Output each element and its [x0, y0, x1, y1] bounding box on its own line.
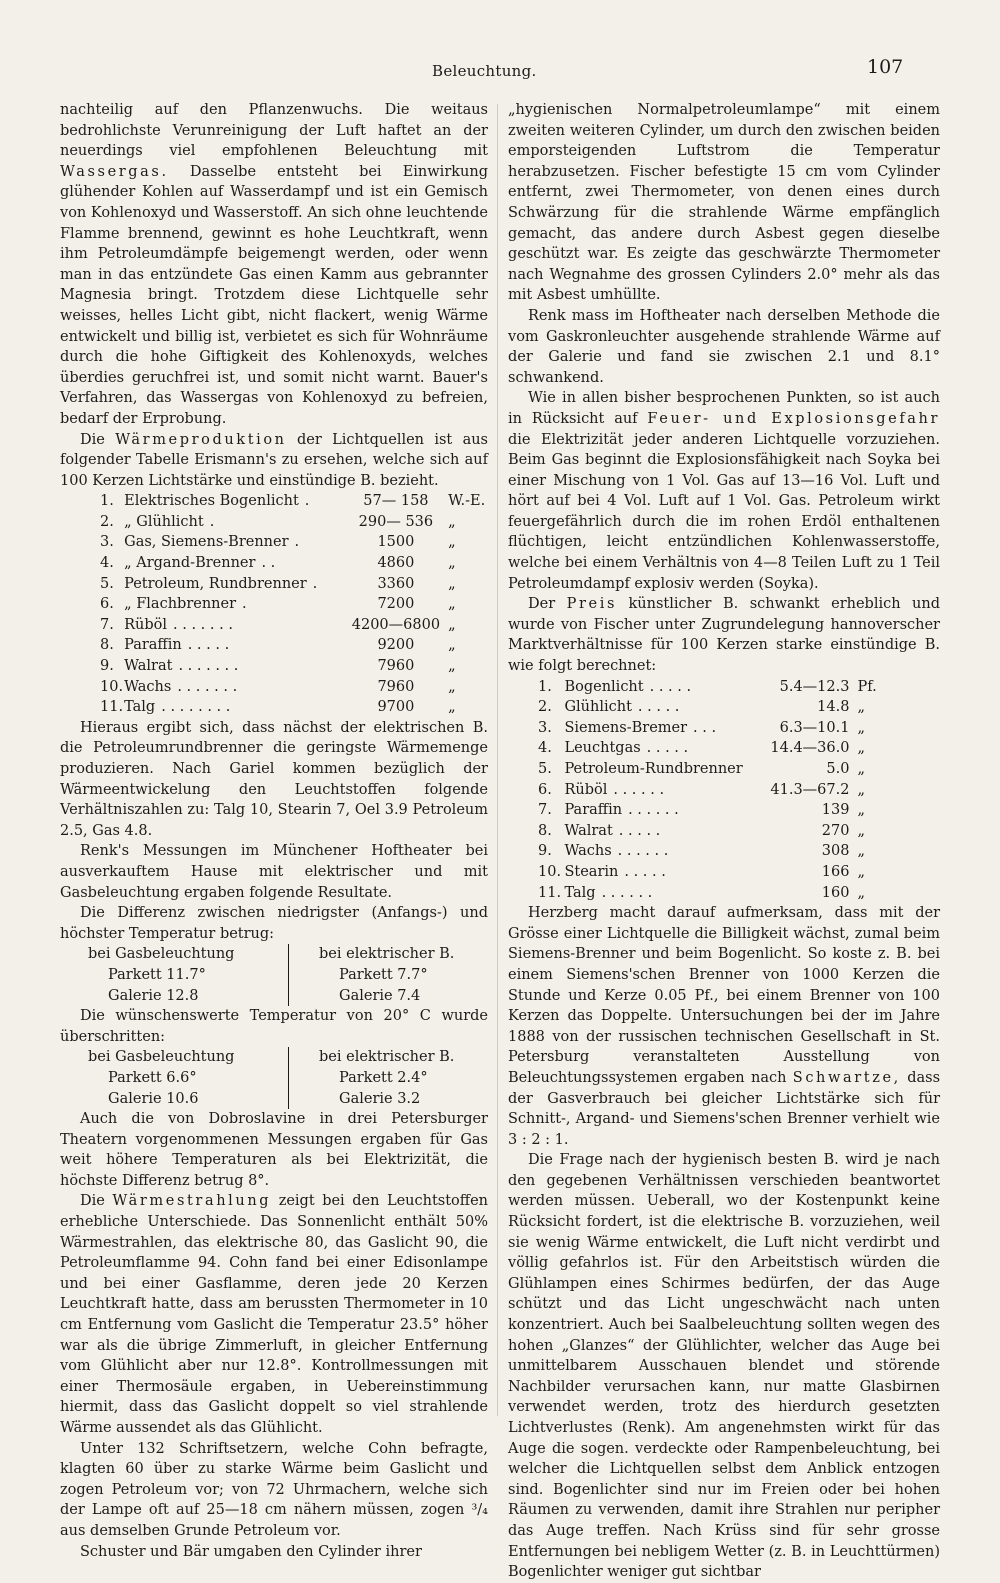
paragraph — [508, 388, 940, 594]
row-value: 41.3—67.2 — [770, 781, 850, 798]
price-table-row — [538, 738, 888, 759]
heat-table-row — [100, 512, 490, 533]
price-table-row — [538, 718, 888, 739]
row-unit: „ — [448, 678, 456, 695]
row-value: 7960 — [377, 678, 415, 695]
row-name: Petroleum, Rundbrenner — [124, 575, 307, 592]
row-label — [564, 718, 757, 739]
leader-dots: . . . . . — [649, 678, 692, 695]
heat-table-row — [100, 615, 490, 636]
price-table-row — [538, 841, 888, 862]
heat-table-row — [100, 594, 490, 615]
row-number: 7. — [100, 616, 114, 633]
row-label — [564, 677, 757, 698]
row-name: Glühlicht — [564, 699, 632, 716]
row-name: Stearin — [564, 863, 619, 880]
spaced-term: Feuer- und Explosionsgefahr — [647, 410, 941, 427]
column-divider — [497, 104, 498, 1416]
row-unit: „ — [857, 761, 865, 777]
row-label — [124, 491, 344, 512]
gas-galerie: Galerie 12.8 — [108, 987, 199, 1004]
heat-table-row — [100, 532, 490, 553]
paragraph: „hygienischen Normalpetroleumlampe“ mit einem zweiten weiteren Cylinder, um durch den zwischen beiden emporsteigenden Luftstrom die Temperatur herabzusetzen. Fischer befestigte 15 cm vom Cylinder entfernt, zwei Thermometer, von denen eines durch Schwärzung für die strahlende Wärme empfänglich gemacht, das andere durch Asbest gegen dieselbe geschützt war. Es zeigte das geschwärzte Thermometer nach Wegnahme des grossen Cylinders 2.0° mehr als das mit Asbest umhüllte. — [508, 102, 940, 304]
spaced-term: Wärmeproduktion — [115, 431, 287, 448]
leader-dots: . . . . . . . — [177, 678, 238, 695]
running-header — [0, 54, 1000, 84]
row-number: 3. — [100, 534, 114, 551]
row-value: 3360 — [377, 575, 415, 592]
heat-production-table — [100, 491, 490, 718]
temperature-comparison-1 — [88, 944, 488, 1006]
leader-dots: . — [294, 534, 300, 551]
row-unit: „ — [857, 781, 865, 798]
row-unit: „ — [448, 513, 456, 530]
row-value: 14.4—36.0 — [770, 740, 850, 757]
header-title: Beleuchtung. — [432, 62, 537, 80]
gas-parkett: Parkett 6.6° — [108, 1069, 197, 1086]
price-table-row — [538, 780, 888, 801]
row-value: 1500 — [377, 534, 415, 551]
row-unit: „ — [857, 843, 865, 860]
row-label — [124, 697, 344, 718]
price-table-row — [538, 862, 888, 883]
row-unit: „ — [857, 740, 865, 757]
paragraph: Renk mass im Hoftheater nach derselben Methode die vom Gaskronleuchter ausgehende strahlende Wärme auf der Galerie und fand sie zwischen 2.1 und 8.1° schwankend. — [508, 307, 940, 386]
row-label — [564, 697, 757, 718]
gas-column — [88, 944, 289, 1006]
row-unit: „ — [448, 637, 456, 654]
row-value: 290— 536 — [358, 513, 434, 530]
paragraph: Renk's Messungen im Münchener Hoftheater bei ausverkauftem Hause mit elektrischer und mit Gasbeleuchtung ergaben folgende Resultate. — [60, 843, 488, 901]
row-name: Bogenlicht — [564, 678, 644, 695]
row-number: 8. — [538, 822, 552, 839]
row-value: 308 — [821, 843, 850, 860]
row-label — [564, 883, 757, 904]
leader-dots: . — [209, 513, 215, 530]
row-name: Elektrisches Bogenlicht — [124, 493, 299, 510]
row-name: Walrat — [124, 658, 173, 675]
row-value: 166 — [821, 863, 850, 880]
leader-dots: . — [304, 493, 310, 510]
electric-column — [289, 1047, 454, 1109]
heat-table-row — [100, 697, 490, 718]
leader-dots: . . . . . — [618, 822, 661, 839]
leader-dots: . . . . . — [187, 637, 230, 654]
row-value: 7200 — [377, 596, 415, 613]
row-value: 270 — [821, 822, 850, 839]
row-label — [124, 574, 344, 595]
electric-heading: bei elektrischer B. — [319, 946, 455, 963]
row-number: 1. — [100, 493, 114, 510]
heat-table-row — [100, 656, 490, 677]
row-name: Paraffin — [564, 802, 623, 819]
heat-table-row — [100, 677, 490, 698]
text: künstlicher B. schwankt erheblich und wurde von Fischer unter Zugrundelegung hannoverscher Marktverhältnisse für 100 Kerzen starke einstündige B. wie folgt berechnet: — [508, 596, 941, 675]
row-unit: „ — [448, 658, 456, 675]
spaced-term: Preis — [566, 596, 617, 613]
leader-dots: . — [312, 575, 318, 592]
row-label — [564, 738, 757, 759]
row-number: 5. — [538, 761, 552, 777]
heat-table-row — [100, 553, 490, 574]
row-value: 9700 — [377, 699, 415, 716]
row-value: 160 — [821, 884, 850, 901]
row-value: 14.8 — [817, 699, 850, 716]
row-number: 11. — [100, 699, 124, 716]
row-label — [124, 553, 344, 574]
leader-dots: . . . . . . . — [173, 616, 233, 633]
electric-column — [289, 944, 454, 1006]
text: zeigt bei den Leuchtstoffen erhebliche Unterschiede. Das Sonnenlicht enthält 50% Wärmestrahlen, das elektrische 80, das Gaslicht 90, die Petroleumflamme 94. Cohn fand bei einer Edisonlampe und bei einer Gasflamme, deren jede 20 Kerzen Leuchtkraft hatte, dass am berussten Thermometer in 10 cm Entfernung vom Gaslicht die Temperatur 23.5° höher war als die übrige Zimmerluft, in gleicher Entfernung vom Glühlicht aber nur 12.8°. Kontrollmessungen mit einer Thermosäule ergaben, in Uebereinstimmung hiermit, dass das Gaslicht doppelt so viel strahlende Wärme aussendet als das Glühlicht. — [60, 1193, 489, 1436]
price-table-row — [538, 800, 888, 821]
row-name: „ Argand-Brenner — [124, 555, 256, 572]
price-table-row — [538, 759, 888, 780]
leader-dots: . . . . . . . . — [161, 699, 231, 716]
text: Der — [528, 596, 556, 613]
leader-dots: . . . . . — [646, 740, 689, 757]
row-value: 5.4—12.3 — [779, 678, 850, 695]
row-name: „ Glühlicht — [124, 513, 204, 530]
row-name: Walrat — [564, 822, 613, 839]
gas-column — [88, 1047, 289, 1109]
row-number: 9. — [538, 843, 552, 860]
row-number: 6. — [100, 596, 114, 613]
paragraph: Die wünschenswerte Temperatur von 20° C wurde überschritten: — [60, 1008, 488, 1045]
text: Die — [80, 1193, 105, 1210]
row-value: 139 — [821, 802, 850, 819]
row-number: 6. — [538, 781, 552, 798]
row-name: Gas, Siemens-Brenner — [124, 534, 289, 551]
row-number: 10. — [538, 863, 562, 880]
row-unit: Pf. — [857, 678, 877, 695]
spaced-term: Wärmestrahlung — [112, 1193, 272, 1210]
row-number: 5. — [100, 575, 114, 592]
row-label — [564, 780, 757, 801]
gas-heading: bei Gasbeleuchtung — [88, 1049, 235, 1066]
gas-galerie: Galerie 10.6 — [108, 1090, 199, 1107]
row-name: Rüböl — [564, 781, 608, 798]
paragraph — [508, 594, 940, 676]
paragraph — [60, 430, 488, 492]
row-number: 2. — [100, 513, 114, 530]
row-name: Talg — [124, 699, 156, 716]
gas-parkett: Parkett 11.7° — [108, 966, 206, 983]
row-value: 57— 158 — [363, 493, 429, 510]
row-label — [564, 821, 757, 842]
row-value: 4860 — [377, 555, 415, 572]
text: Wie in allen bisher besprochenen Punkten, so ist auch in Rücksicht auf — [508, 390, 940, 427]
row-unit: „ — [857, 699, 865, 716]
row-label — [124, 512, 344, 533]
row-label — [564, 841, 757, 862]
row-number: 11. — [538, 884, 562, 901]
electric-heading: bei elektrischer B. — [319, 1049, 455, 1066]
row-unit: „ — [448, 596, 456, 613]
row-unit: „ — [857, 719, 865, 736]
text: Die — [80, 431, 105, 448]
page-number: 107 — [867, 56, 904, 78]
row-number: 3. — [538, 719, 552, 736]
heat-table-row — [100, 635, 490, 656]
leader-dots: . . . . . — [624, 863, 666, 880]
row-label — [564, 800, 757, 821]
row-number: 7. — [538, 802, 552, 819]
row-value: 5.0 — [826, 761, 850, 777]
row-unit: „ — [857, 884, 865, 901]
leader-dots: . . . — [693, 719, 717, 736]
row-number: 9. — [100, 658, 114, 675]
row-name: Wachs — [564, 843, 612, 860]
electric-parkett: Parkett 2.4° — [339, 1069, 428, 1086]
row-name: Wachs — [124, 678, 172, 695]
row-name: Siemens-Bremer — [564, 719, 688, 736]
row-label — [124, 615, 344, 636]
row-label — [564, 759, 757, 780]
right-column — [508, 100, 940, 1583]
row-number: 8. — [100, 637, 114, 654]
row-number: 4. — [538, 740, 552, 757]
row-unit: „ — [448, 575, 456, 592]
leader-dots: . . . . . . — [613, 781, 665, 798]
leader-dots: . . . . . . — [617, 843, 669, 860]
leader-dots: . . . . . . . — [178, 658, 239, 675]
heat-table-row — [100, 574, 490, 595]
price-table-row — [538, 883, 888, 904]
leader-dots: . . . . . . — [628, 802, 679, 819]
paragraph — [508, 903, 940, 1150]
temperature-comparison-2 — [88, 1047, 488, 1109]
row-value: 4200—6800 — [351, 616, 441, 633]
row-name: Paraffin — [124, 637, 182, 654]
row-unit: „ — [448, 699, 456, 716]
row-unit: „ — [857, 863, 865, 880]
price-table-row — [538, 697, 888, 718]
row-label — [124, 677, 344, 698]
text: nachteilig auf den Pflanzenwuchs. Die weitaus bedrohlichste Verunreinigung der Luft haftet an der neuerdings viel empfohlenen Beleuchtung mit — [60, 102, 488, 160]
row-value: 6.3—10.1 — [779, 719, 850, 736]
text: die Elektrizität jeder anderen Lichtquelle vorzuziehen. Beim Gas beginnt die Explosionsfähigkeit nach Soyka bei einer Mischung von 1 Vol. Gas auf 13—16 Vol. Luft und hört auf bei 4 Vol. Luft auf 1 Vol. Gas. Petroleum wirkt feuergefährlich durch die im rohen Erdöl enthaltenen flüchtigen, leicht entzündlichen Kohlenwasserstoffe, welche bei einem Verhältnis von 4—8 Teilen Luft zu 1 Teil Petroleumdampf explosiv werden (Soyka). — [508, 431, 940, 592]
spaced-term: Wassergas. — [60, 163, 169, 180]
row-name: Rüböl — [124, 616, 168, 633]
row-value: 7960 — [377, 658, 415, 675]
paragraph: Auch die von Dobroslavine in drei Petersburger Theatern vorgenommenen Messungen ergaben für Gas weit höhere Temperaturen als bei Elektrizität, die höchste Differenz betrug 8°. — [60, 1111, 488, 1189]
price-table — [538, 677, 888, 904]
paragraph — [60, 1191, 488, 1438]
row-unit: „ — [857, 822, 865, 839]
paragraph: Schuster und Bär umgaben den Cylinder ihrer — [80, 1543, 422, 1560]
row-label — [124, 635, 344, 656]
paragraph: Die Differenz zwischen niedrigster (Anfangs-) und höchster Temperatur betrug: — [60, 905, 488, 942]
leader-dots: . . — [261, 555, 276, 572]
row-number: 1. — [538, 678, 552, 695]
text: der Lichtquellen ist aus folgender Tabelle Erismann's zu ersehen, welche sich auf 100 Kerzen Lichtstärke und einstündige B. bezieht. — [60, 431, 489, 489]
row-label — [124, 656, 344, 677]
row-number: 2. — [538, 699, 552, 716]
row-name: „ Flachbrenner — [124, 596, 237, 613]
price-table-row — [538, 677, 888, 698]
paragraph: Unter 132 Schriftsetzern, welche Cohn befragte, klagten 60 über zu starke Wärme beim Gaslicht und zogen Petroleum vor; von 72 Uhrmachern, welche sich der Lampe oft auf 25—18 cm nähern müssen, zogen ³/₄ aus demselben Grunde Petroleum vor. — [60, 1440, 488, 1539]
row-name: Leuchtgas — [564, 740, 641, 757]
electric-galerie: Galerie 3.2 — [339, 1090, 421, 1107]
row-unit: „ — [448, 616, 456, 633]
row-number: 4. — [100, 555, 114, 572]
row-unit: W.-E. — [448, 493, 486, 510]
row-unit: „ — [857, 802, 865, 819]
row-name: Petroleum-Rundbrenner — [564, 761, 743, 777]
spaced-term: Schwartze, — [792, 1069, 901, 1086]
paragraph: Hieraus ergibt sich, dass nächst der elektrischen B. die Petroleumrundbrenner die geringste Wärmemenge produzieren. Nach Gariel kommen bezüglich der Wärmeentwickelung den Leuchtstoffen folgende Verhältniszahlen zu: Talg 10, Stearin 7, Oel 3.9 Petroleum 2.5, Gas 4.8. — [60, 719, 488, 839]
text: dass der Gasverbrauch bei gleicher Lichtstärke sich für Schnitt-, Argand- und Siemens'schen Brenner verhielt wie 3 : 2 : 1. — [508, 1069, 941, 1148]
heat-table-row — [100, 491, 490, 512]
paragraph — [60, 100, 488, 430]
row-label — [564, 862, 757, 883]
electric-galerie: Galerie 7.4 — [339, 987, 421, 1004]
paragraph: Die Frage nach der hygienisch besten B. wird je nach den gegebenen Verhältnissen verschieden beantwortet werden müssen. Ueberall, wo der Kostenpunkt keine Rücksicht fordert, ist die elektrische B. vorzuziehen, weil sie wenig Wärme entwickelt, die Luft nicht verdirbt und völlig gefahrlos ist. Für den Arbeitstisch würden die Glühlampen eines Schirmes bedürfen, der das Auge schützt und das Licht ungeschwächt nach unten konzentriert. Auch bei Saalbeleuchtung sollten wegen des hohen „Glanzes“ der Glühlichter, welcher das Auge bei unmittelbarem Ausschauen blendet und störende Nachbilder verursachen kann, nur matte Glasbirnen verwendet werden, trotz des hierdurch gesetzten Lichtverlustes (Renk). Am angenehmsten wirkt für das Auge die sogen. verdeckte oder Rampenbeleuchtung, bei welcher die Lichtquellen selbst dem Anblick entzogen sind. Bogenlichter sind nur im Freien oder bei hohen Räumen zu verwenden, damit ihre Strahlen nur peripher das Auge treffen. Nach Krüss sind für sehr grosse Entfernungen bei nebligem Wetter (z. B. in Leuchttürmen) Bogenlichter weniger gut sichtbar — [508, 1152, 940, 1581]
row-unit: „ — [448, 555, 456, 572]
price-table-row — [538, 821, 888, 842]
leader-dots: . . . . . — [637, 699, 680, 716]
electric-parkett: Parkett 7.7° — [339, 966, 428, 983]
row-label — [124, 532, 344, 553]
left-column — [60, 100, 488, 1562]
row-number: 10. — [100, 678, 124, 695]
row-label — [124, 594, 344, 615]
gas-heading: bei Gasbeleuchtung — [88, 946, 235, 963]
leader-dots: . . . . . . — [601, 884, 653, 901]
text: Herzberg macht darauf aufmerksam, dass mit der Grösse einer Lichtquelle die Billigkeit wächst, zumal beim Siemens-Brenner und beim Bogenlicht. So koste z. B. bei einem Siemens'schen Brenner von 1000 Kerzen die Stunde und Kerze 0.05 Pf., bei einem Brenner von 100 Kerzen das Doppelte. Untersuchungen bei der im Jahre 1888 von der russischen technischen Gesellschaft in St. Petersburg veranstalteten Ausstellung von Beleuchtungssystemen ergaben nach — [508, 905, 940, 1086]
leader-dots: . — [242, 596, 247, 613]
row-value: 9200 — [377, 637, 415, 654]
row-name: Talg — [564, 884, 596, 901]
text: Dasselbe entsteht bei Einwirkung glühender Kohlen auf Wasserdampf und ist ein Gemisch von Kohlenoxyd und Wasserstoff. An sich ohne leuchtende Flamme brennend, gewinnt es hohe Leuchtkraft, wenn ihm Petroleumdämpfe beigemengt werden, oder wenn man in das entzündete Gas einen Kamm aus gebrannter Magnesia bringt. Trotzdem diese Lichtquelle sehr weisses, helles Licht gibt, nicht flackert, wenig Wärme entwickelt und billig ist, verbietet es sich für Wohnräume durch die hohe Giftigkeit des Kohlenoxyds, welches überdies geruchfrei ist, und somit nicht warnt. Bauer's Verfahren, das Wassergas von Kohlenoxyd zu befreien, bedarf der Erprobung. — [60, 163, 488, 427]
row-unit: „ — [448, 534, 456, 551]
